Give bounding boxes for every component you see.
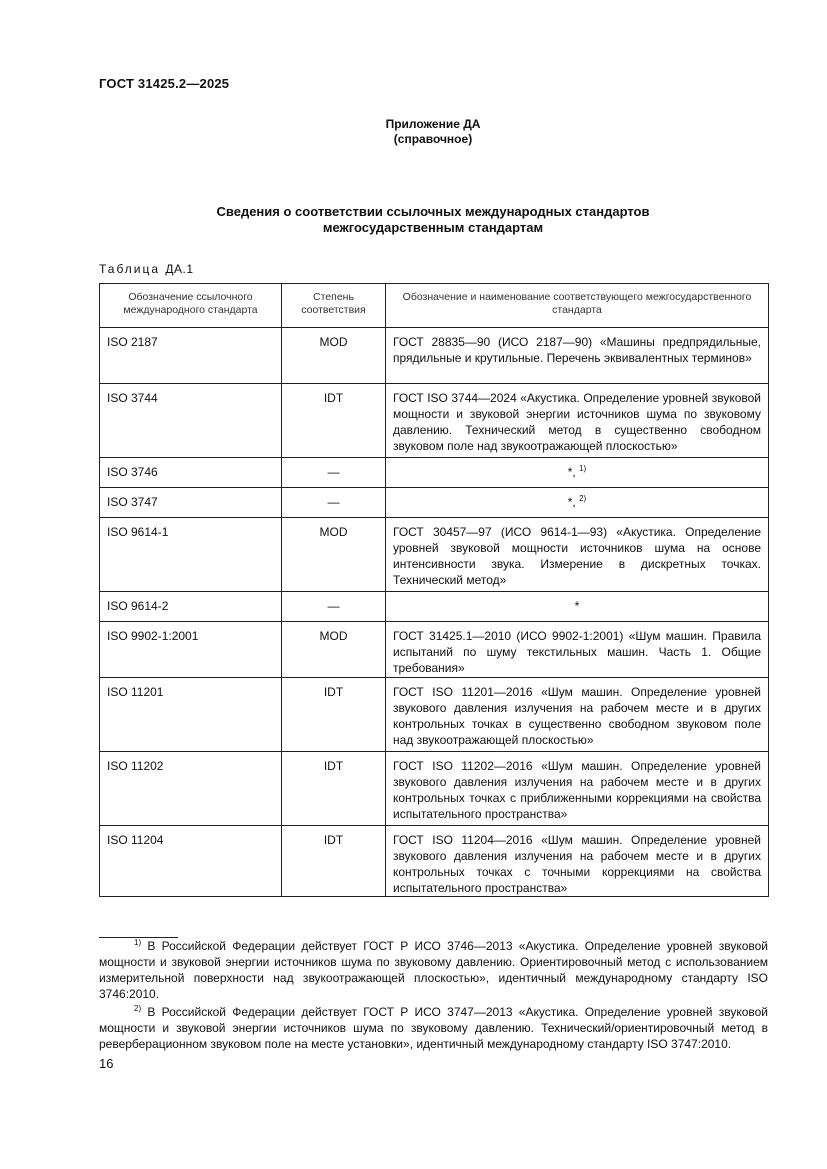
cell-interstate-standard: ГОСТ 30457—97 (ИСО 9614-1—93) «Акустика. Определение уровней звуковой мощности источников шума на основе интенсивности звука. Измерение в дискретных точках. Технический метод» <box>386 518 769 592</box>
footnote-mark: 2) <box>134 1004 142 1013</box>
cell-reference-standard: ISO 3744 <box>100 384 282 458</box>
header-interstate-standard: Обозначение и наименование соответствующего межгосударственного стандарта <box>386 284 769 328</box>
cell-interstate-standard <box>386 458 769 488</box>
table-body <box>100 328 769 897</box>
cell-degree: IDT <box>282 384 386 458</box>
table-row <box>100 622 769 678</box>
table-row <box>100 328 769 384</box>
table-row <box>100 384 769 458</box>
footnote-mark: 1) <box>134 938 142 947</box>
cell-degree: IDT <box>282 752 386 826</box>
cell-reference-standard: ISO 11202 <box>100 752 282 826</box>
cell-reference-standard: ISO 9614-2 <box>100 592 282 622</box>
cell-interstate-standard: ГОСТ 28835—90 (ИСО 2187—90) «Машины предпрядильные, прядильные и крутильные. Перечень эквивалентных терминов» <box>386 328 769 384</box>
table-row <box>100 678 769 752</box>
section-title-line-1: Сведения о соответствии ссылочных международных стандартов <box>216 204 650 219</box>
cell-degree: IDT <box>282 826 386 897</box>
no-equivalent-mark: *, <box>567 495 580 509</box>
cell-interstate-standard <box>386 488 769 518</box>
footnote-text: В Российской Федерации действует ГОСТ Р ИСО 3747—2013 «Акустика. Определение уровней звуковой мощности и звуковой энергии источников шума по звуковому давлению. Технический/ориентировочный метод в реверберационном звуковом поле на месте установки», идентичный международному стандарту ISO 3747:2010. <box>99 1005 768 1051</box>
cell-reference-standard: ISO 9614-1 <box>100 518 282 592</box>
no-equivalent-mark: * <box>574 599 580 613</box>
cell-interstate-standard: ГОСТ ISO 11202—2016 «Шум машин. Определение уровней звукового давления излучения на рабочем месте и в других контрольных точках с приближенными коррекциями на свойства испытательного пространства» <box>386 752 769 826</box>
footnote-reference: 1) <box>579 464 587 473</box>
cell-reference-standard: ISO 2187 <box>100 328 282 384</box>
header-degree-of-correspondence: Степень соответствия <box>282 284 386 328</box>
table-row <box>100 488 769 518</box>
cell-interstate-standard: ГОСТ ISO 3744—2024 «Акустика. Определение уровней звуковой мощности и звуковой энергии источников шума по звуковому давлению. Технический метод в существенно свободном звуковом поле над звукоотражающей плоскостью» <box>386 384 769 458</box>
cell-interstate-standard: ГОСТ 31425.1—2010 (ИСО 9902-1:2001) «Шум машин. Правила испытаний по шуму текстильных машин. Часть 1. Общие требования» <box>386 622 769 678</box>
no-equivalent-mark: *, <box>567 465 580 479</box>
cell-degree: — <box>282 458 386 488</box>
table-caption <box>99 262 194 276</box>
correspondence-table <box>99 283 769 897</box>
cell-reference-standard: ISO 9902-1:2001 <box>100 622 282 678</box>
cell-degree: MOD <box>282 328 386 384</box>
table-caption-label: Таблица <box>99 262 161 276</box>
cell-interstate-standard <box>386 592 769 622</box>
table-row <box>100 826 769 897</box>
section-title <box>0 204 827 236</box>
table-row <box>100 752 769 826</box>
section-title-line-2: межгосударственным стандартам <box>322 220 544 235</box>
cell-reference-standard: ISO 11204 <box>100 826 282 897</box>
table-row <box>100 592 769 622</box>
footnote-text: В Российской Федерации действует ГОСТ Р ИСО 3746—2013 «Акустика. Определение уровней звуковой мощности и звуковой энергии источников шума по звуковому давлению. Ориентировочный метод с использованием измерительной поверхности над звукоотражающей плоскостью», идентичный международному стандарту ISO 3746:2010. <box>99 939 768 1001</box>
footnotes <box>99 938 768 1054</box>
table-row <box>100 458 769 488</box>
annex-title: Приложение ДА <box>385 117 481 131</box>
cell-degree: MOD <box>282 622 386 678</box>
cell-degree: — <box>282 592 386 622</box>
table-caption-number: ДА.1 <box>165 262 194 276</box>
page-number: 16 <box>99 1056 114 1071</box>
header-reference-standard: Обозначение ссылочного международного стандарта <box>100 284 282 328</box>
cell-degree: — <box>282 488 386 518</box>
table-header-row <box>100 284 769 328</box>
footnote <box>99 938 768 1002</box>
cell-degree: MOD <box>282 518 386 592</box>
footnote-reference: 2) <box>579 494 587 503</box>
cell-reference-standard: ISO 11201 <box>100 678 282 752</box>
cell-interstate-standard: ГОСТ ISO 11204—2016 «Шум машин. Определение уровней звукового давления излучения на рабочем месте и в других контрольных точках с точными коррекциями на свойства испытательного пространства» <box>386 826 769 897</box>
cell-degree: IDT <box>282 678 386 752</box>
annex-subtitle: (справочное) <box>393 132 473 146</box>
footnote <box>99 1004 768 1052</box>
cell-reference-standard: ISO 3747 <box>100 488 282 518</box>
cell-interstate-standard: ГОСТ ISO 11201—2016 «Шум машин. Определение уровней звукового давления излучения на рабочем месте и в других контрольных точках в существенно свободном звуковом поле над звукоотражающей плоскостью» <box>386 678 769 752</box>
table-row <box>100 518 769 592</box>
annex-heading <box>0 117 827 147</box>
cell-reference-standard: ISO 3746 <box>100 458 282 488</box>
document-code: ГОСТ 31425.2—2025 <box>99 76 230 91</box>
